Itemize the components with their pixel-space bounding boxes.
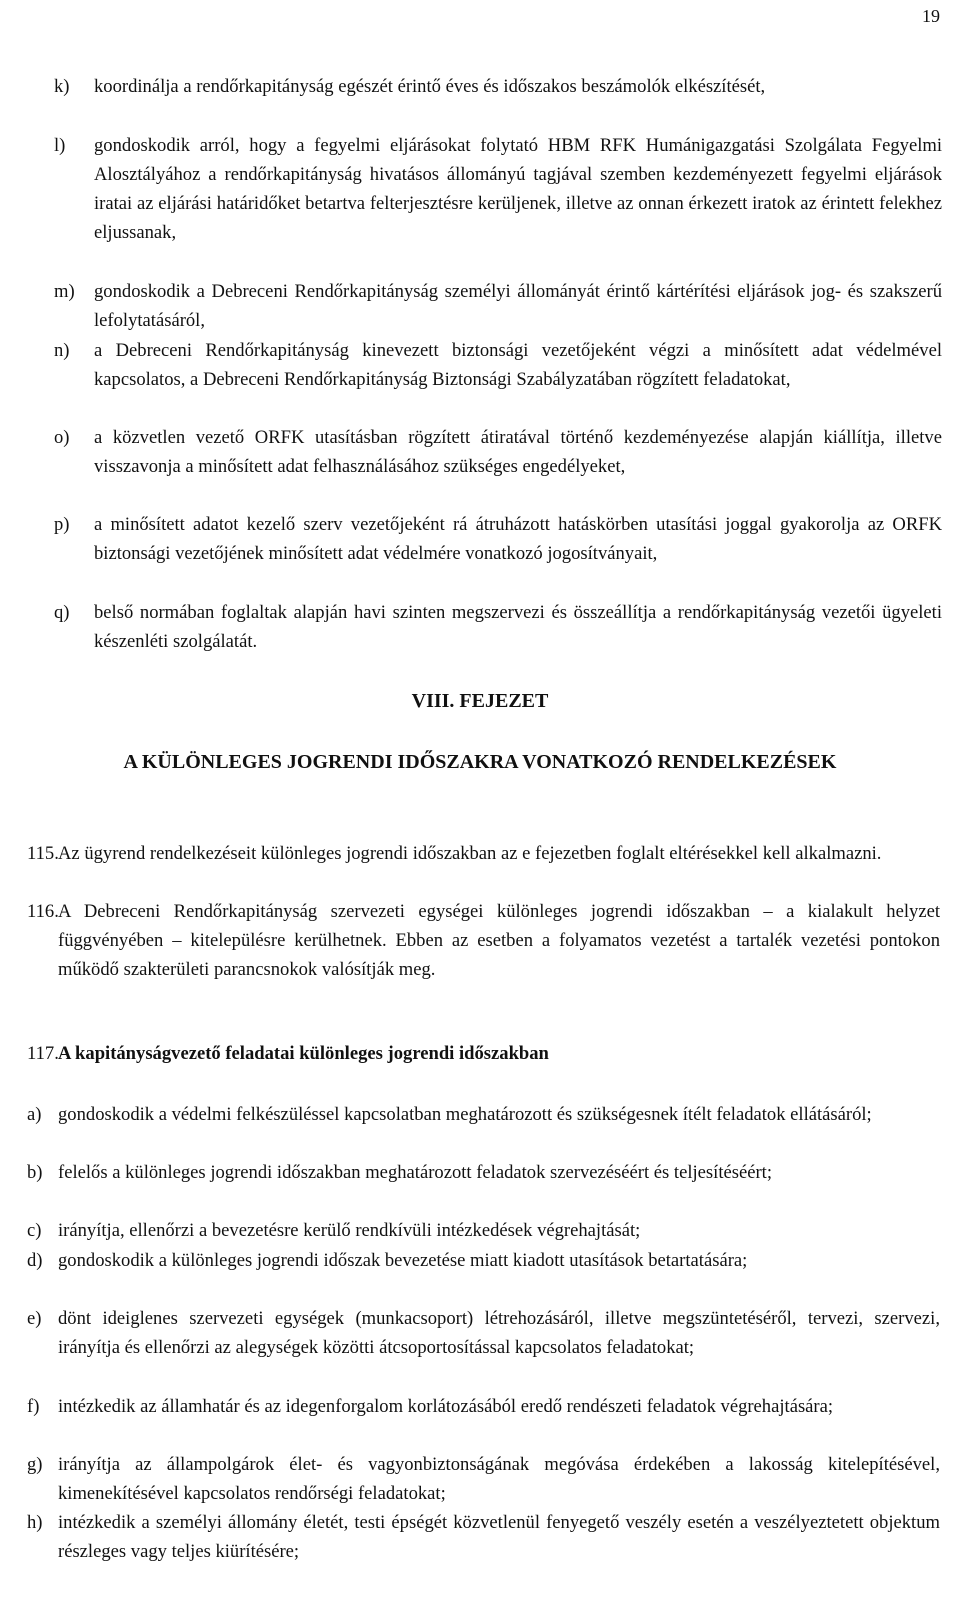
section-number: 117.: [27, 1043, 59, 1064]
list-item-text: felelős a különleges jogrendi időszakban meghatározott feladatok szervezéséért és teljesítéséért;: [58, 1162, 773, 1183]
list-item-text: gondoskodik arról, hogy a fegyelmi eljárásokat folytató HBM RFK Humánigazgatási Szolgálata Fegyelmi Alosztályához a rendőrkapitányság hivatásos állományú tagjával szemben kezdeményezett fegyelmi eljárások iratai az eljárási határidőket betartva felterjesztésre kerüljenek, illetve az onnan érkezett iratok az érintett felekhez eljussanak,: [94, 135, 942, 243]
list-item: [27, 1508, 940, 1566]
list-item-text: intézkedik a személyi állomány életét, testi épségét közvetlenül fenyegető veszély esetén a veszélyeztetett objektum részleges vagy teljes kiürítésére;: [58, 1512, 940, 1562]
list-item: [54, 277, 942, 335]
list-marker: c): [27, 1220, 42, 1241]
list-item: [27, 1304, 940, 1362]
chapter-number: VIII. FEJEZET: [411, 690, 549, 712]
list-marker: f): [27, 1396, 40, 1417]
list-item-text: a Debreceni Rendőrkapitányság kinevezett biztonsági vezetőjeként végzi a minősített adat védelmével kapcsolatos, a Debreceni Rendőrkapitányság Biztonsági Szabályzatában rögzített feladatokat,: [94, 340, 942, 390]
list-marker: q): [54, 602, 70, 623]
list-item: [27, 1100, 940, 1129]
list-marker: h): [27, 1512, 43, 1533]
list-item: [54, 598, 942, 656]
list-item-text: belső normában foglaltak alapján havi szinten megszervezi és összeállítja a rendőrkapitányság vezetői ügyeleti készenléti szolgálatát.: [94, 602, 942, 652]
section-116: [27, 897, 940, 984]
list-item-text: koordinálja a rendőrkapitányság egészét érintő éves és időszakos beszámolók elkészítését,: [94, 76, 766, 97]
list-marker: n): [54, 340, 70, 361]
section-115: [27, 839, 940, 868]
section-number: 115.: [27, 843, 59, 864]
list-marker: b): [27, 1162, 43, 1183]
list-item: [54, 510, 942, 568]
chapter-title: A KÜLÖNLEGES JOGRENDI IDŐSZAKRA VONATKOZÓ RENDELKEZÉSEK: [123, 751, 837, 773]
list-marker: e): [27, 1308, 42, 1329]
list-item: [27, 1158, 940, 1187]
list-item-text: gondoskodik a Debreceni Rendőrkapitányság személyi állományát érintő kártérítési eljárások jog- és szakszerű lefolytatásáról,: [94, 281, 942, 331]
list-item: [54, 72, 942, 101]
section-number: 116.: [27, 901, 59, 922]
list-item-text: gondoskodik a különleges jogrendi időszak bevezetése miatt kiadott utasítások betartatására;: [58, 1250, 748, 1271]
list-item: [27, 1450, 940, 1508]
page-number: 19: [922, 6, 940, 26]
list-item-text: a minősített adatot kezelő szerv vezetőjeként rá átruházott hatáskörben utasítási joggal gyakorolja az ORFK biztonsági vezetőjének minősített adat védelmére vonatkozó jogosítványait,: [94, 514, 942, 564]
list-item: [27, 1246, 940, 1275]
list-item: [27, 1216, 940, 1245]
list-marker: d): [27, 1250, 43, 1271]
section-text: A Debreceni Rendőrkapitányság szervezeti egységei különleges jogrendi időszakban – a kialakult helyzet függvényében – kitelepülésre kerülhetnek. Ebben az esetben a folyamatos vezetést a tartalék vezetési pontokon működő szakterületi parancsnokok valósítják meg.: [58, 901, 940, 980]
list-marker: p): [54, 514, 70, 535]
list-item: [54, 336, 942, 394]
list-marker: l): [54, 135, 66, 156]
list-item-text: irányítja az állampolgárok élet- és vagyonbiztonságának megóvása érdekében a lakosság kitelepítésével, kimenekítésével kapcsolatos rendőrségi feladatokat;: [58, 1454, 940, 1504]
list-marker: g): [27, 1454, 43, 1475]
list-marker: o): [54, 427, 70, 448]
section-text: Az ügyrend rendelkezéseit különleges jogrendi időszakban az e fejezetben foglalt eltérésekkel kell alkalmazni.: [58, 843, 882, 864]
list-item-text: dönt ideiglenes szervezeti egységek (munkacsoport) létrehozásáról, illetve megszüntetéséről, tervezi, szervezi, irányítja és ellenőrzi az alegységek közötti átcsoportosítással kapcsolatos feladatokat;: [58, 1308, 940, 1358]
list-item-text: gondoskodik a védelmi felkészüléssel kapcsolatban meghatározott és szükségesnek ítélt feladatok ellátásáról;: [58, 1104, 872, 1125]
section-title: A kapitányságvezető feladatai különleges jogrendi időszakban: [58, 1043, 549, 1064]
list-marker: a): [27, 1104, 42, 1125]
section-117-heading: [27, 1043, 549, 1065]
list-item-text: intézkedik az államhatár és az idegenforgalom korlátozásából eredő rendészeti feladatok végrehajtására;: [58, 1396, 834, 1417]
list-item-text: a közvetlen vezető ORFK utasításban rögzített átiratával történő kezdeményezése alapján kiállítja, illetve visszavonja a minősített adat felhasználásához szükséges engedélyeket,: [94, 427, 942, 477]
list-item: [27, 1392, 940, 1421]
list-marker: m): [54, 281, 75, 302]
list-item: [54, 131, 942, 247]
list-item: [54, 423, 942, 481]
list-marker: k): [54, 76, 70, 97]
list-item-text: irányítja, ellenőrzi a bevezetésre kerülő rendkívüli intézkedések végrehajtását;: [58, 1220, 641, 1241]
